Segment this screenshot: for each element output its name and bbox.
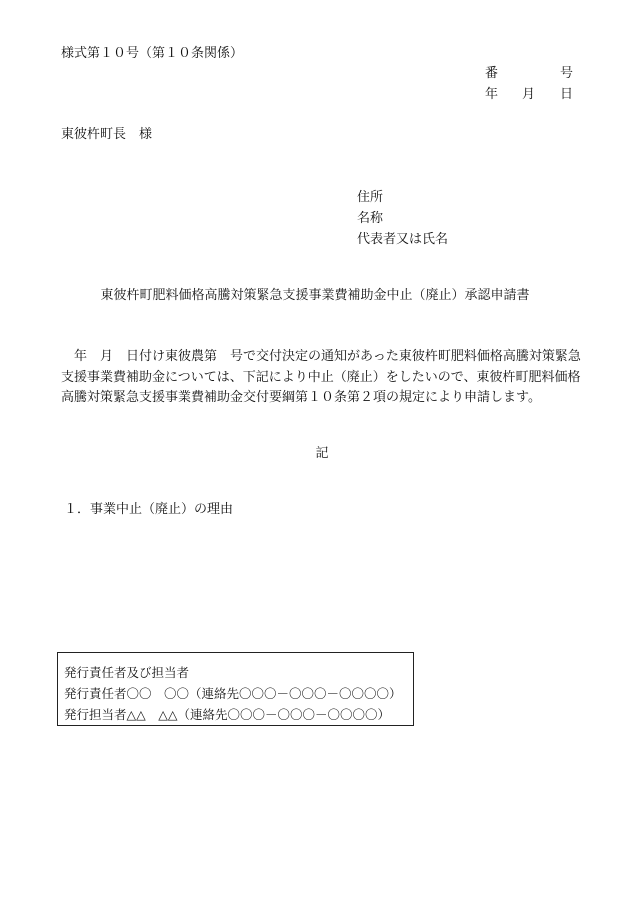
number-label-go: 号	[560, 66, 574, 81]
body-paragraph: 年 月 日付け東彼農第 号で交付決定の通知があった東彼杵町肥料価格高騰対策緊急支援事業費補助金については、下記により中止（廃止）をしたいので、東彼杵町肥料価格高騰対策緊急支援事業費補助金交付要綱第１０条第２項の規定により申請します。	[61, 349, 581, 405]
address-label: 住所	[357, 190, 384, 205]
representative-label: 代表者又は氏名	[357, 232, 449, 247]
issuer-responsible: 発行責任者〇〇 〇〇（連絡先〇〇〇－〇〇〇－〇〇〇〇）	[64, 686, 402, 701]
issuer-box	[57, 652, 414, 726]
issuer-staff: 発行担当者△△ △△（連絡先〇〇〇－〇〇〇－〇〇〇〇）	[64, 707, 390, 722]
applicant-block	[357, 187, 448, 250]
number-label-ban: 番	[485, 66, 499, 81]
date-day-label: 日	[560, 87, 574, 102]
ki-heading: 記	[315, 446, 329, 461]
name-label: 名称	[357, 211, 384, 226]
item-1-heading: １．事業中止（廃止）の理由	[64, 502, 234, 517]
document-title: 東彼杵町肥料価格高騰対策緊急支援事業費補助金中止（廃止）承認申請書	[100, 288, 530, 303]
date-year-label: 年	[485, 87, 499, 102]
addressee: 東彼杵町長 様	[61, 127, 153, 142]
issuer-heading: 発行責任者及び担当者	[64, 665, 190, 680]
date-month-label: 月	[522, 87, 536, 102]
form-number: 様式第１０号（第１０条関係）	[61, 46, 244, 61]
